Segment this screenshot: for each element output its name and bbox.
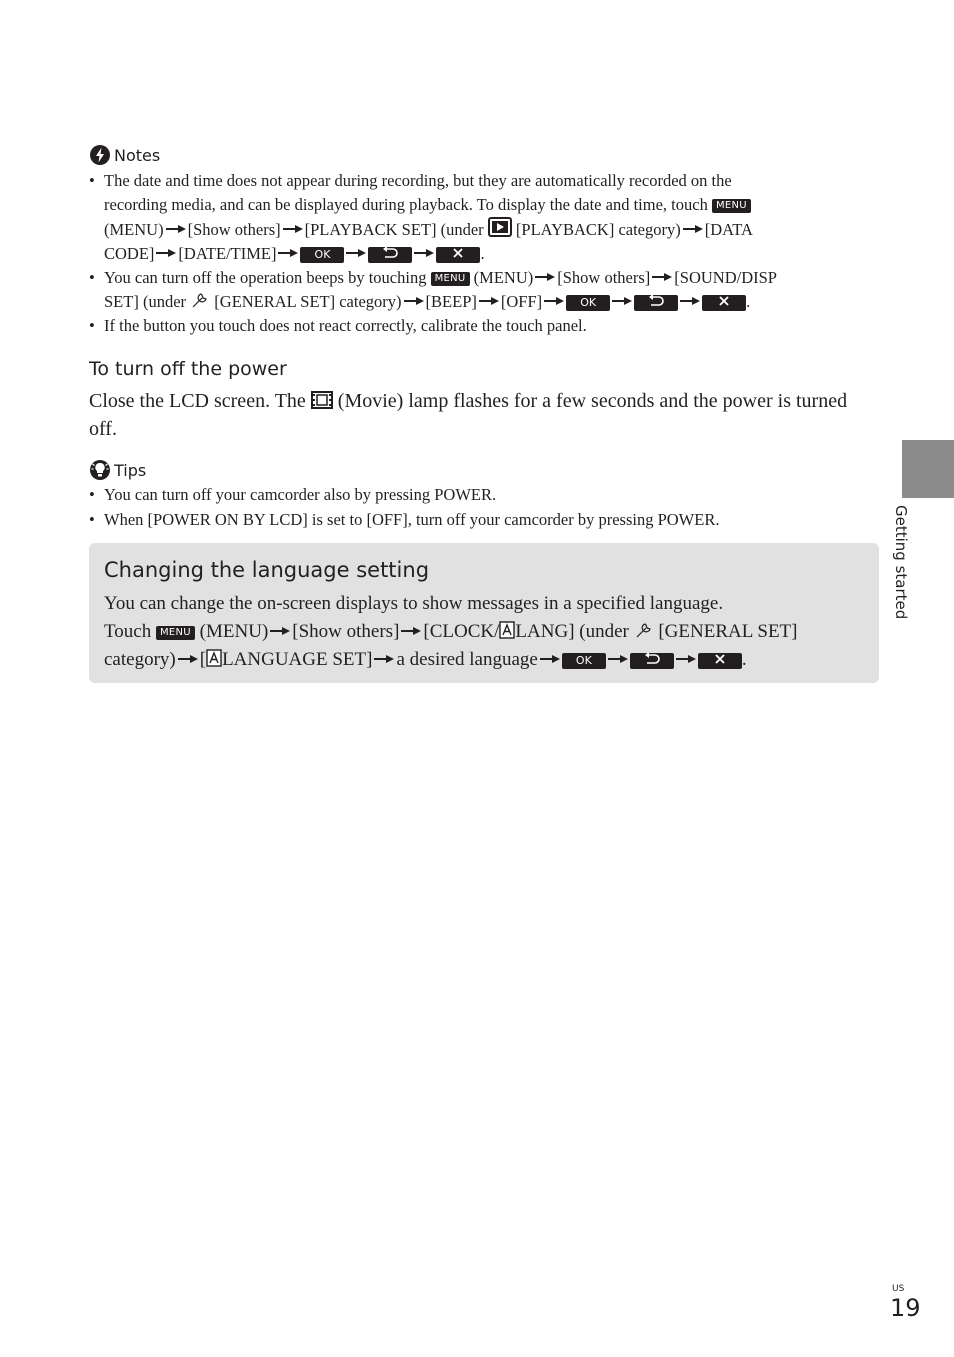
tips-heading: Tips [114,460,147,480]
ok-button-icon: OK [300,247,344,263]
arrow-icon [404,296,424,306]
note-2-line-2: SET] (under [GENERAL SET] category) [BEEP] [OFF] OK . [104,292,751,311]
ok-button-icon: OK [566,295,610,311]
language-heading: Changing the language setting [104,558,430,582]
menu-icon: MENU [156,626,195,640]
arrow-icon [270,626,290,636]
section-tab [902,440,954,498]
arrow-icon [178,654,198,664]
wrench-icon [190,291,210,309]
menu-icon: MENU [431,272,470,286]
arrow-icon [156,248,176,258]
note-3-text: If the button you touch does not react correctly, calibrate the touch panel. [104,316,587,335]
note-item-3 [89,314,879,338]
arrow-icon [283,224,303,234]
language-icon [206,649,222,667]
arrow-icon [374,654,394,664]
section-label: Getting started [892,505,910,620]
arrow-icon [346,248,366,258]
language-line-3: category) [ LANGUAGE SET] a desired language OK . [104,649,747,670]
note-item-1 [89,169,879,266]
note-1-line-3: (MENU) [Show others] [PLAYBACK SET] (under [PLAYBACK] category) [DATA [104,217,879,242]
close-icon [698,653,742,669]
movie-icon [311,391,333,409]
menu-icon: MENU [712,199,751,213]
note-1-line-4: CODE] [DATE/TIME] OK . [104,244,485,263]
page-number: 19 [890,1294,921,1322]
return-icon [630,653,674,669]
return-icon [634,295,678,311]
tips-icon [89,459,111,481]
playback-icon [488,217,512,237]
language-paragraph: You can change the on-screen displays to show messages in a specified language. Touch MENU (MENU) [Show others] [CLOCK/ LANG] (under [GENERAL SET] category) [ LANGUAGE SET] a desired language OK . [104,590,874,674]
note-1-line-1: The date and time does not appear during recording, but they are automatically recorded on the [104,171,732,190]
note-item-2 [89,266,879,314]
wrench-icon [634,621,654,639]
bullet-dot: • [89,171,95,190]
language-line-2: Touch MENU (MENU) [Show others] [CLOCK/ LANG] (under [GENERAL SET] [104,621,798,642]
bullet-dot: • [89,316,95,335]
ok-button-icon: OK [562,653,606,669]
note-2-line-1: You can turn off the operation beeps by touching MENU (MENU) [Show others] [SOUND/DISP [104,268,777,287]
arrow-icon [414,248,434,258]
arrow-icon [683,224,703,234]
return-icon [368,247,412,263]
arrow-icon [612,296,632,306]
bullet-dot: • [89,485,95,504]
arrow-icon [278,248,298,258]
arrow-icon [544,296,564,306]
tip-item-2: • When [POWER ON BY LCD] is set to [OFF], turn off your camcorder by pressing POWER. [89,508,879,532]
notes-icon [89,144,111,166]
language-icon [499,621,515,639]
arrow-icon [401,626,421,636]
arrow-icon [535,272,555,282]
arrow-icon [479,296,499,306]
close-icon [436,247,480,263]
power-paragraph: Close the LCD screen. The (Movie) lamp flashes for a few seconds and the power is turned off. [89,390,848,440]
close-icon [702,295,746,311]
arrow-icon [652,272,672,282]
arrow-icon [540,654,560,664]
power-heading: To turn off the power [89,358,287,380]
region-code: US [892,1284,905,1294]
notes-heading: Notes [114,145,161,165]
arrow-icon [166,224,186,234]
notes-header [89,144,160,166]
bullet-dot: • [89,510,95,529]
arrow-icon [676,654,696,664]
note-1-line-2: recording media, and can be displayed during playback. To display the date and time, touch MENU [104,193,879,217]
tips-header [89,459,146,481]
tip-item-1: • You can turn off your camcorder also by pressing POWER. [89,483,879,507]
arrow-icon [680,296,700,306]
arrow-icon [608,654,628,664]
bullet-dot: • [89,268,95,287]
